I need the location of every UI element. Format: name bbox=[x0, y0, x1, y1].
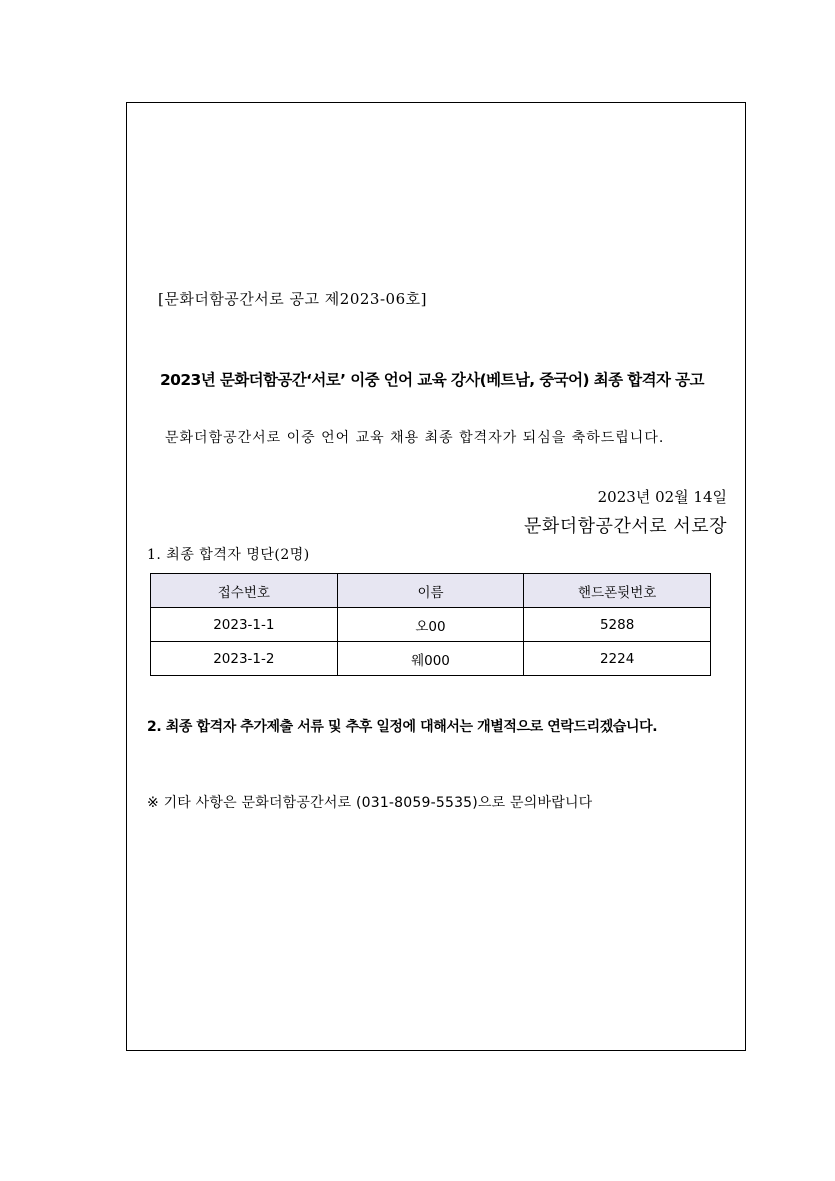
section1-heading: 1. 최종 합격자 명단(2명) bbox=[147, 547, 310, 563]
application-number-cell: 2023-1-1 bbox=[151, 608, 338, 642]
contact-note: ※ 기타 사항은 문화더함공간서로 (031-8059-5535)으로 문의바랍니다 bbox=[147, 795, 593, 811]
notice-number: [문화더함공간서로 공고 제2023-06호] bbox=[158, 290, 427, 308]
column-header-application-number: 접수번호 bbox=[151, 574, 338, 608]
section2-text: 2. 최종 합격자 추가제출 서류 및 추후 일정에 대해서는 개별적으로 연락드리겠습니다. bbox=[147, 719, 658, 735]
column-header-phone-last-digits: 핸드폰뒷번호 bbox=[524, 574, 711, 608]
name-cell: 오00 bbox=[337, 608, 524, 642]
congratulations-text: 문화더함공간서로 이중 언어 교육 채용 최종 합격자가 되심을 축하드립니다. bbox=[165, 430, 665, 446]
phone-last-digits-cell: 2224 bbox=[524, 642, 711, 676]
phone-last-digits-cell: 5288 bbox=[524, 608, 711, 642]
table-row bbox=[151, 642, 711, 676]
table-header-row bbox=[151, 574, 711, 608]
issuer-name: 문화더함공간서로 서로장 bbox=[524, 516, 727, 537]
successful-applicants-table bbox=[150, 573, 711, 676]
application-number-cell: 2023-1-2 bbox=[151, 642, 338, 676]
column-header-name: 이름 bbox=[337, 574, 524, 608]
notice-date: 2023년 02월 14일 bbox=[597, 488, 727, 506]
notice-title: 2023년 문화더함공간‘서로’ 이중 언어 교육 강사(베트남, 중국어) 최종 합격자 공고 bbox=[160, 371, 704, 389]
table-row bbox=[151, 608, 711, 642]
name-cell: 웨000 bbox=[337, 642, 524, 676]
